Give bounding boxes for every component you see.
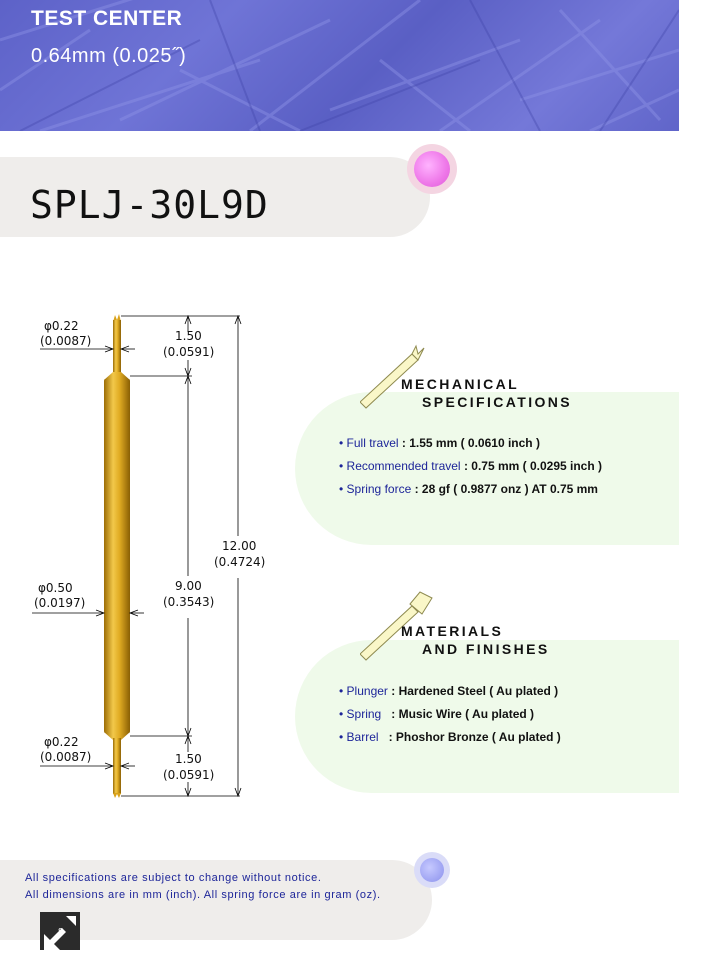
barrel: [104, 379, 130, 733]
dim-barrel-diameter-inch: (0.0197): [34, 596, 86, 610]
spec-label: Spring: [346, 707, 382, 721]
bottom-plunger: [113, 738, 121, 794]
mechanical-spec-list: [339, 432, 602, 501]
spec-item-recommended-travel: • Recommended travel : 0.75 mm ( 0.0295 inch ): [339, 459, 603, 473]
spec-item-barrel: • Barrel : Phoshor Bronze ( Au plated ): [339, 730, 561, 744]
dim-tip-diameter-top-inch: (0.0087): [40, 334, 92, 348]
dim-tip-diameter-bottom-inch: (0.0087): [40, 750, 92, 764]
header-subtitle: 0.64mm (0.025˝): [31, 45, 187, 67]
spec-label: Barrel: [346, 730, 379, 744]
spec-value: : Hardened Steel ( Au plated ): [387, 684, 559, 698]
dim-tip-length-top-inch: (0.0591): [163, 345, 215, 359]
spec-value: : Music Wire ( Au plated ): [381, 707, 535, 721]
dim-barrel-length-inch: (0.3543): [163, 595, 215, 609]
mechanical-heading-line2: SPECIFICATIONS: [422, 394, 573, 410]
footer-note-changes: All specifications are subject to change without notice.: [25, 872, 322, 884]
mechanical-heading-line1: MECHANICAL: [401, 376, 520, 392]
spec-label: Spring force: [346, 482, 412, 496]
header-title: TEST CENTER: [31, 7, 183, 30]
top-plunger: [113, 320, 121, 375]
materials-spec-list: [339, 680, 561, 749]
spec-value: : 28 gf ( 0.9877 onz ) AT 0.75 mm: [411, 482, 598, 496]
page-number: 8: [58, 927, 64, 938]
dim-tip-length-bottom: 1.50: [175, 752, 202, 766]
dim-tip-length-top: 1.50: [175, 329, 202, 343]
pink-dot-core: [414, 151, 450, 187]
dim-overall-length-inch: (0.4724): [214, 555, 266, 569]
spec-item-full-travel: • Full travel : 1.55 mm ( 0.0610 inch ): [339, 436, 540, 450]
spec-value: : 0.75 mm ( 0.0295 inch ): [460, 459, 603, 473]
spec-value: : 1.55 mm ( 0.0610 inch ): [398, 436, 540, 450]
spec-item-spring: • Spring : Music Wire ( Au plated ): [339, 707, 535, 721]
materials-heading-line1: MATERIALS: [401, 623, 504, 639]
dim-tip-diameter-bottom: φ0.22: [44, 735, 79, 749]
spec-item-plunger: • Plunger : Hardened Steel ( Au plated ): [339, 684, 559, 698]
dim-tip-length-bottom-inch: (0.0591): [163, 768, 215, 782]
materials-heading-line2: AND FINISHES: [422, 641, 550, 657]
dim-barrel-length: 9.00: [175, 579, 202, 593]
spec-label: Plunger: [346, 684, 388, 698]
footer-note-units: All dimensions are in mm (inch). All spring force are in gram (oz).: [25, 889, 381, 901]
probe-drawing: [0, 300, 300, 810]
spec-label: Full travel: [346, 436, 399, 450]
dim-barrel-diameter: φ0.50: [38, 581, 73, 595]
bottom-plunger-tip: [113, 793, 121, 798]
dim-tip-diameter-top: φ0.22: [44, 319, 79, 333]
blue-dot-core: [420, 858, 444, 882]
spec-label: Recommended travel: [346, 459, 461, 473]
probe-body: [104, 314, 130, 798]
spec-value: : Phoshor Bronze ( Au plated ): [378, 730, 561, 744]
spec-item-spring-force: • Spring force : 28 gf ( 0.9877 onz ) AT 0.75 mm: [339, 482, 598, 496]
dimension-lines: [32, 316, 241, 796]
barrel-top-taper: [104, 372, 130, 380]
header-banner: [0, 0, 679, 131]
part-number: SPLJ-30L9D: [30, 183, 269, 227]
dim-overall-length: 12.00: [222, 539, 257, 553]
